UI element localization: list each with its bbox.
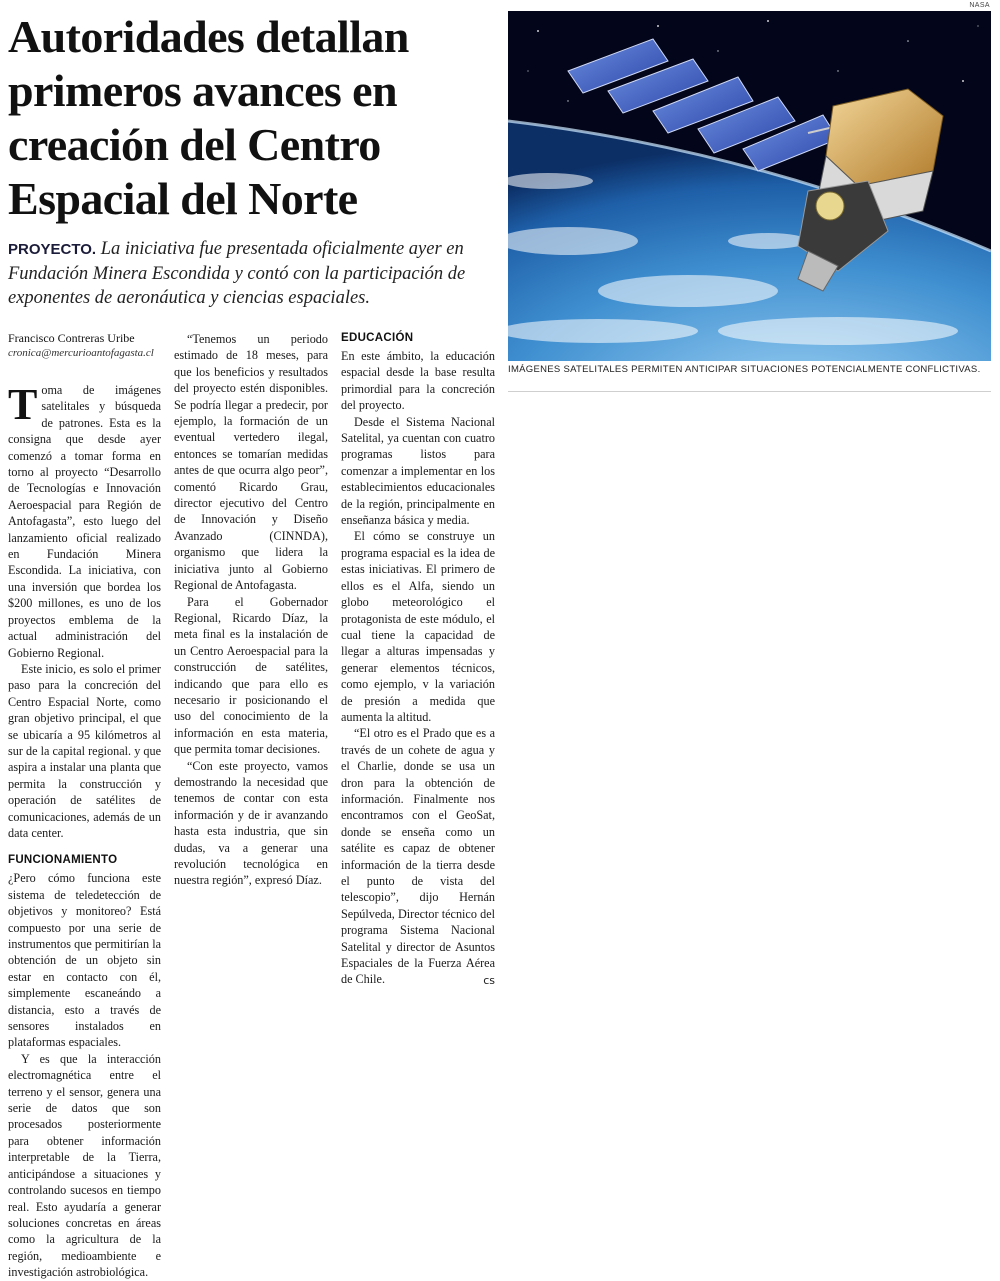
paragraph: Y es que la interacción electromagnética entre el terreno y el sensor, genera una serie de datos que son procesados posteriormente para obtener información interpretable de la Tierra, anticipándose a situaciones y controlando sucesos en tiempo real. Esto ayudaría a generar soluciones concretas en áreas como la agricultura de la región, medioambiente e investigación astrobiológica.: [8, 1051, 161, 1280]
paragraph: “Con este proyecto, vamos demostrando la necesidad que tenemos de contar con esta información y de ir avanzando hasta esta industria, que sin dudas, va a generar una revolución tecnológica en nuestra región”, expresó Díaz.: [174, 758, 328, 888]
section-heading-funcionamiento: FUNCIONAMIENTO: [8, 854, 118, 867]
paragraph: Desde el Sistema Nacional Satelital, ya cuentan con cuatro programas listos para comenzar a implementar en los establecimientos educacionales de la región, principalmente en enseñanza básica y media.: [341, 414, 495, 528]
article-column-3: [341, 331, 495, 1011]
lead-paragraph: [8, 237, 498, 310]
paragraph: En este ámbito, la educación espacial desde la base resulta primordial para la concreción del proyecto.: [341, 349, 495, 413]
photo-credit: NASA: [969, 2, 990, 9]
lead-text: La iniciativa fue presentada oficialmente ayer en Fundación Minera Escondida y contó con la participación de exponentes de aeronáutica y ciencias espaciales.: [8, 239, 466, 308]
paragraph-text: oma de imágenes satelitales y búsqueda de patrones. Esta es la consigna que desde ayer comenzó a tomar forma en torno al proyecto “Desarrollo de Tecnologías e Innovación Aeroespacial para Región de Antofagasta”, esto luego del lanzamiento oficial realizado en Fundación Minera Escondida. La iniciativa, con una inversión que bordea los $200 millones, es uno de los proyectos emblema de la actual administración del Gobierno Regional.: [8, 383, 161, 660]
divider: [508, 391, 991, 392]
paragraph: [8, 382, 161, 661]
author-name: Francisco Contreras Uribe: [8, 331, 135, 345]
satellite-over-earth-illustration: [508, 11, 991, 361]
article-column-1: [8, 380, 161, 1280]
end-mark-icon: cs: [483, 974, 495, 988]
article-column-2: [174, 331, 328, 1011]
section-heading-educacion: EDUCACIÓN: [341, 332, 414, 344]
author-email[interactable]: cronica@mercurioantofagasta.cl: [8, 347, 154, 359]
paragraph: “Tenemos un periodo estimado de 18 meses, para que los beneficios y resultados del proyecto estén disponibles. Se podría llegar a predecir, por ejemplo, la formación de un eventual vertedero ilegal, entonces se tomarían medidas antes de que ocurra algo peor”, comentó Ricardo Grau, director ejecutivo del Centro de Innovación y Diseño Avanzado (CINNDA), organismo que lidera la iniciativa junto al Gobierno Regional de Antofagasta.: [174, 332, 328, 593]
drop-cap: T: [8, 380, 38, 429]
lead-kicker: PROYECTO.: [8, 241, 97, 258]
paragraph: Este inicio, es solo el primer paso para la concreción del Centro Espacial Norte, como gran objetivo principal, el que se ubicaría a 95 kilómetros al sur de la capital regional. y que aspira a instalar una planta que permita la construcción y operación de satélites de comunicaciones, además de un data center.: [8, 661, 161, 840]
photo-caption: IMÁGENES SATELITALES PERMITEN ANTICIPAR SITUACIONES POTENCIALMENTE CONFLICTIVAS.: [508, 364, 981, 375]
paragraph: El cómo se construye un programa espacial es la idea de estas iniciativas. El primero de ellos es el Alfa, siendo un globo meteorológico el protagonista de este módulo, el cual tiene la capacidad de llegar a alturas impensadas y generar elementos técnicos, como ejemplo, v la variación de presión a medida que aumenta la altitud.: [341, 529, 495, 724]
satellite-photo: [508, 11, 991, 361]
paragraph: ¿Pero cómo funciona este sistema de teledetección de objetivos y monitoreo? Está compuesto por una serie de instrumentos que permitirían la obtención de un objeto sin estar en contacto con él, simplemente escaneándo a distancia, esto a través de sensores instalados en plataformas espaciales.: [8, 871, 161, 1050]
paragraph: Para el Gobernador Regional, Ricardo Díaz, la meta final es la instalación de un Centro Aeroespacial para la construcción de satélites, indicando que para ello es necesario ir posicionando el uso del conocimiento de la información en esta materia, que permita tomar decisiones.: [174, 594, 328, 757]
byline: [8, 330, 168, 361]
headline: Autoridades detallan primeros avances en creación del Centro Espacial del Norte: [8, 11, 409, 224]
paragraph: “El otro es el Prado que es a través de un cohete de agua y el Charlie, donde se usa un dron para la obtención de información. Finalmente nos encontramos con el GeoSat, donde se enseña como un satélite es capaz de obtener información de la tierra desde el punto de vista del telescopio”, dijo Hernán Sepúlveda, Director técnico del programa Sistema Nacional Satelital y director de Asuntos Espaciales de la Fuerza Aérea de Chile. cs: [341, 725, 495, 988]
